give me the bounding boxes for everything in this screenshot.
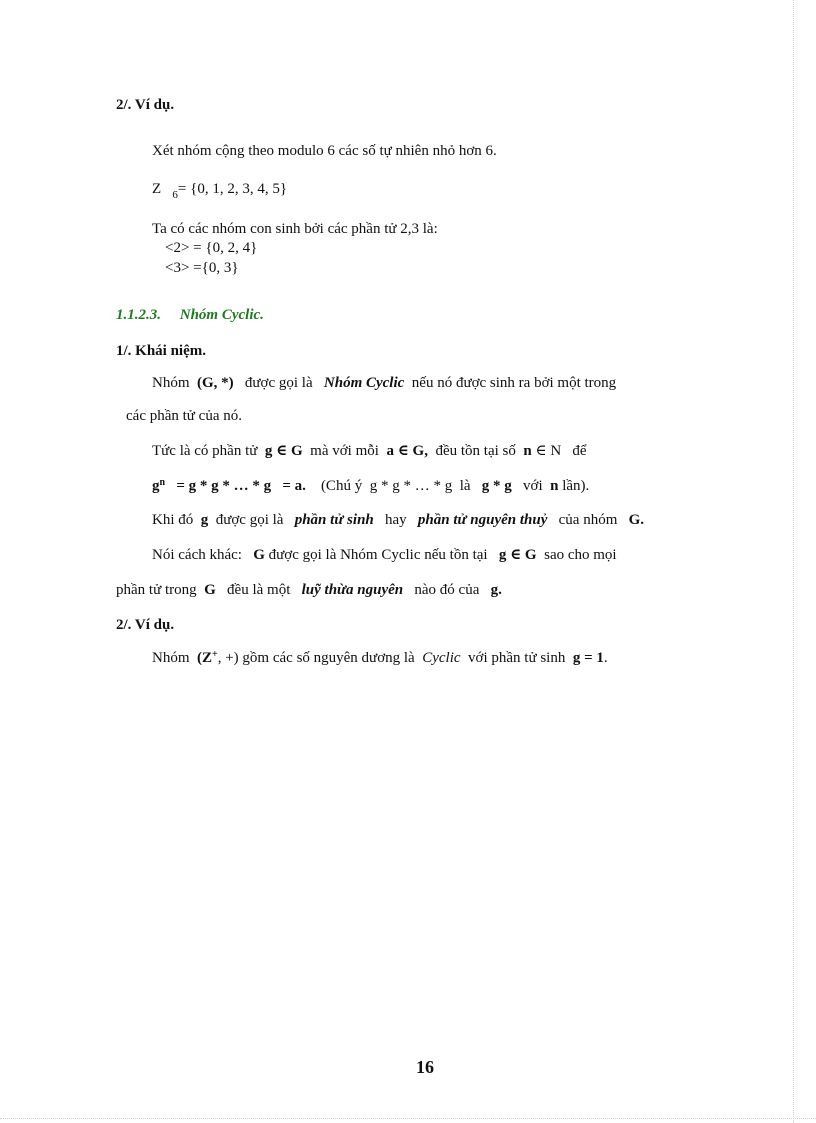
math-product-note: g * g * … * g xyxy=(369,478,453,494)
math-g: g. xyxy=(490,582,502,598)
text: được gọi là Nhóm Cyclic nếu tồn tại xyxy=(268,547,488,563)
math-in-N: ∈ N xyxy=(535,443,562,459)
text: của nhóm xyxy=(558,512,618,528)
term-cyclic: Cyclic xyxy=(422,650,461,666)
subgroup-3: <3> ={0, 3} xyxy=(165,260,239,276)
math-g: g xyxy=(200,512,209,528)
page-right-border xyxy=(793,0,794,1123)
section-number: 1.1.2.3. xyxy=(116,307,161,323)
term-cyclic-group: Nhóm Cyclic xyxy=(323,375,405,391)
text: mà với mỗi xyxy=(310,443,379,459)
text: phần tử trong xyxy=(116,582,197,598)
text: đều tồn tại số xyxy=(435,443,516,459)
text: với phần tử sinh xyxy=(468,650,566,666)
math-g-star-g: g * g xyxy=(481,478,512,494)
math-n: n xyxy=(550,478,559,494)
math-G: G xyxy=(253,547,265,563)
z-label: Z xyxy=(152,181,162,197)
math-n: n xyxy=(523,443,532,459)
subgroup-2: <2> = {0, 2, 4} xyxy=(165,240,258,256)
text: để xyxy=(572,443,587,459)
math-exponent-n: n xyxy=(159,477,166,488)
math-equals-a: = a. xyxy=(282,478,306,494)
z-subscript: 6 xyxy=(172,189,178,201)
text: là xyxy=(459,478,471,494)
text: sao cho mọi xyxy=(544,547,617,563)
term-integer-power: luỹ thừa nguyên xyxy=(301,582,404,598)
text: Khi đó xyxy=(152,512,194,528)
concept-formula xyxy=(152,476,589,498)
text: nào đó của xyxy=(414,582,480,598)
z6-set xyxy=(152,179,287,200)
group-notation: (G, *) xyxy=(197,375,234,391)
text: gồm các số nguyên dương là xyxy=(242,650,415,666)
subgroups-intro: Ta có các nhóm con sinh bởi các phần tử 2,3 là: xyxy=(152,221,438,237)
math-product: = g * g * … * g xyxy=(176,478,272,494)
math-G: G xyxy=(204,582,216,598)
concept-para2 xyxy=(152,441,587,461)
math-Z: (Z xyxy=(197,650,212,666)
example2-heading: 2/. Ví dụ. xyxy=(116,617,175,633)
math-plus-superscript: + xyxy=(212,649,218,660)
concept-para4 xyxy=(152,510,644,530)
page-number: 16 xyxy=(416,1057,434,1077)
concept-para6 xyxy=(116,580,502,600)
term-primitive-element: phần tử nguyên thuỷ xyxy=(417,512,548,528)
example2-text xyxy=(152,648,608,670)
text: hay xyxy=(385,512,407,528)
text: đều là một xyxy=(227,582,291,598)
page-bottom-border xyxy=(0,1118,816,1119)
math-g-in-G: g ∈ G xyxy=(264,443,303,459)
concept-para5 xyxy=(152,545,617,565)
text: Tức là có phần tử xyxy=(152,443,258,459)
text: (Chú ý xyxy=(320,478,363,494)
math-g: g xyxy=(152,478,160,494)
section-heading xyxy=(116,305,264,325)
text: . xyxy=(603,650,608,666)
math-g-in-G: g ∈ G xyxy=(498,547,537,563)
math-G: G. xyxy=(628,512,645,528)
math-g-equals-1: g = 1 xyxy=(572,650,604,666)
text: nếu nó được sinh ra bởi một trong xyxy=(411,375,617,391)
text: được gọi là xyxy=(215,512,284,528)
example1-text: Xét nhóm cộng theo modulo 6 các số tự nhiên nhỏ hơn 6. xyxy=(152,143,497,159)
text: Nhóm xyxy=(152,650,190,666)
text: Nhóm xyxy=(152,375,190,391)
text: được gọi là xyxy=(244,375,313,391)
concept-para1-line1 xyxy=(152,373,616,393)
concept-para1-line2: các phần tử của nó. xyxy=(126,408,242,424)
example1-heading: 2/. Ví dụ. xyxy=(116,97,175,113)
z-elements: = {0, 1, 2, 3, 4, 5} xyxy=(177,181,288,197)
text: lần). xyxy=(562,478,590,494)
text: với xyxy=(523,478,543,494)
math-operation: , +) xyxy=(217,650,239,666)
section-title: Nhóm Cyclic. xyxy=(179,307,264,323)
concept-heading: 1/. Khái niệm. xyxy=(116,343,207,359)
text: Nói cách khác: xyxy=(152,547,242,563)
term-generator: phần tử sinh xyxy=(294,512,374,528)
math-a-in-G: a ∈ G, xyxy=(386,443,428,459)
